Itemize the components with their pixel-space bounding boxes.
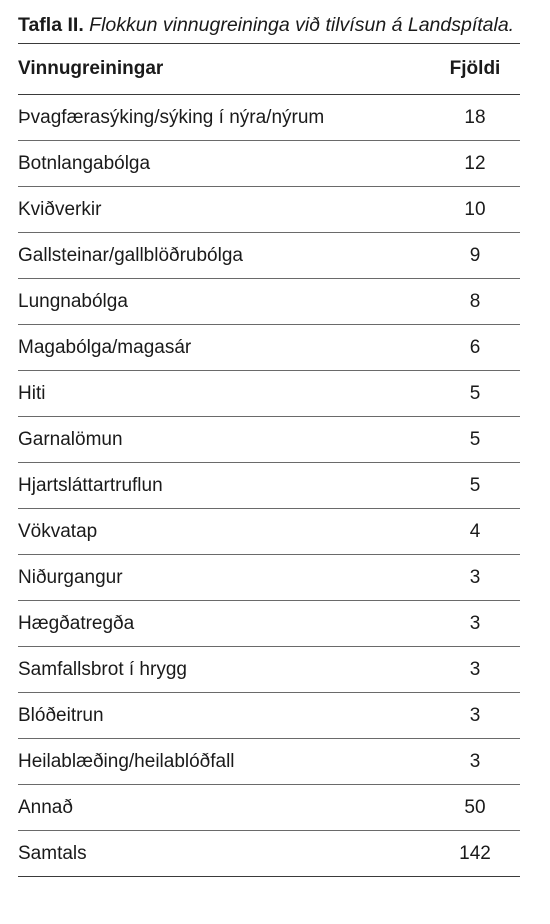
table-row (18, 463, 520, 509)
table-row (18, 187, 520, 233)
table-row (18, 417, 520, 463)
table-row (18, 325, 520, 371)
table-row (18, 233, 520, 279)
row-name: Lungnabólga (18, 290, 128, 312)
table-row (18, 141, 520, 187)
row-name: Niðurgangur (18, 566, 123, 588)
table-row (18, 831, 520, 877)
table-row (18, 555, 520, 601)
row-name: Kviðverkir (18, 198, 102, 220)
row-name: Annað (18, 796, 73, 818)
row-count: 5 (469, 474, 481, 496)
row-name: Garnalömun (18, 428, 123, 450)
table-row (18, 509, 520, 555)
row-count: 8 (469, 290, 481, 312)
row-count: 50 (464, 796, 486, 818)
table-caption (18, 14, 520, 44)
table-row (18, 371, 520, 417)
table-row (18, 279, 520, 325)
row-count: 3 (469, 658, 481, 680)
row-count: 3 (469, 612, 481, 634)
table-row (18, 95, 520, 141)
row-name: Þvagfærasýking/sýking í nýra/nýrum (18, 106, 325, 128)
row-name: Samtals (18, 842, 87, 864)
header-name: Vinnugreiningar (18, 58, 164, 79)
row-count: 9 (469, 244, 481, 266)
row-name: Heilablæðing/heilablóðfall (18, 750, 235, 772)
row-name: Samfallsbrot í hrygg (18, 658, 187, 680)
row-count: 3 (469, 704, 481, 726)
table-row (18, 693, 520, 739)
row-name: Hægðatregða (18, 612, 135, 634)
row-name: Hjartsláttartruflun (18, 474, 163, 496)
table-header-row (18, 44, 520, 95)
table-row (18, 601, 520, 647)
row-name: Magabólga/magasár (18, 336, 192, 358)
row-count: 5 (469, 382, 481, 404)
row-name: Gallsteinar/gallblöðrubólga (18, 244, 243, 266)
row-count: 142 (459, 842, 491, 864)
row-name: Hiti (18, 382, 46, 404)
caption-text: Flokkun vinnugreininga við tilvísun á Landspítala. (89, 14, 515, 36)
row-count: 18 (464, 106, 486, 128)
row-count: 5 (469, 428, 481, 450)
row-name: Botnlangabólga (18, 152, 151, 174)
table-row (18, 785, 520, 831)
row-count: 3 (469, 750, 481, 772)
header-count: Fjöldi (449, 58, 501, 79)
diagnosis-table (18, 14, 520, 877)
row-count: 3 (469, 566, 481, 588)
row-name: Blóðeitrun (18, 704, 104, 726)
table-row (18, 739, 520, 785)
caption-label: Tafla II. (18, 14, 84, 36)
row-count: 12 (464, 152, 486, 174)
row-count: 4 (469, 520, 481, 542)
table-row (18, 647, 520, 693)
row-name: Vökvatap (18, 520, 98, 542)
row-count: 10 (464, 198, 486, 220)
table-body (18, 95, 520, 877)
row-count: 6 (469, 336, 481, 358)
